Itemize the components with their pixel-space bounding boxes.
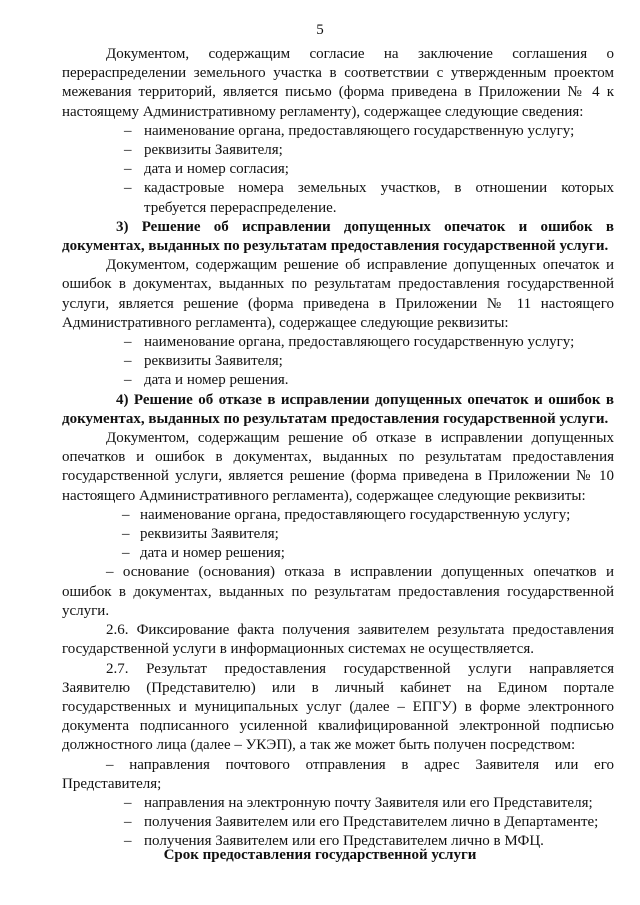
clause-2-7-first-item: – направления почтового отправления в адрес Заявителя или его Представителя;	[62, 756, 614, 792]
section-3-heading: 3) Решение об исправлении допущенных опечаток и ошибок в документах, выданных по результатам предоставления государственной услуги.	[62, 218, 614, 255]
list-item: – дата и номер согласия;	[62, 160, 614, 179]
agreement-list	[62, 122, 614, 218]
list-item: – направления на электронную почту Заявителя или его Представителя;	[62, 794, 614, 813]
agreement-intro: Документом, содержащим согласие на заключение соглашения о перераспределении земельного участка в соответствии с утвержденным проектом межевания территорий, является письмо (форма приведена в Приложении № 4 к настоящему Административному регламенту), содержащее следующие сведения:	[62, 46, 614, 120]
list-item: – наименование органа, предоставляющего государственную услугу;	[62, 122, 614, 141]
section-4-last-item: – основание (основания) отказа в исправлении допущенных опечатков и ошибок в документах, выданных по результатам предоставления государственной услуги.	[62, 564, 614, 619]
list-item: – получения Заявителем или его Представителем лично в МФЦ.	[62, 832, 614, 851]
section-4-heading: 4) Решение об отказе в исправлении допущенных опечаток и ошибок в документах, выданных по результатам предоставления государственной услуги.	[62, 391, 614, 427]
document-body	[62, 45, 614, 852]
section-title: Срок предоставления государственной услуги	[163, 847, 477, 863]
list-item: – кадастровые номера земельных участков, в отношении которых требуется перераспределение.	[62, 179, 614, 217]
section-4-list	[62, 506, 614, 564]
list-item: – реквизиты Заявителя;	[62, 352, 614, 371]
section-3-list	[62, 333, 614, 391]
list-item: – реквизиты Заявителя;	[62, 525, 614, 544]
clause-2-7-list	[62, 794, 614, 852]
list-item: – реквизиты Заявителя;	[62, 141, 614, 160]
clause-2-6: 2.6. Фиксирование факта получения заявителем результата предоставления государственной услуги в информационных системах не осуществляется.	[62, 622, 614, 658]
list-item: – наименование органа, предоставляющего государственную услугу;	[62, 506, 614, 525]
list-item: – дата и номер решения;	[62, 544, 614, 563]
page-number: 5	[316, 22, 324, 38]
section-3-intro: Документом, содержащим решение об исправление допущенных опечаток и ошибок в документах, выданных по результатам предоставления государственной услуги, является решение (форма приведена в Приложении № 11 настоящего Административного регламента), содержащее следующие реквизиты:	[62, 257, 614, 331]
section-4-intro: Документом, содержащим решение об отказе в исправлении допущенных опечатков и ошибок в документах, выданных по результатам предоставления государственной услуги, является решение (форма приведена в Приложении № 10 настоящего Административного регламента), содержащее следующие реквизиты:	[62, 430, 614, 504]
list-item: – получения Заявителем или его Представителем лично в Департаменте;	[62, 813, 614, 832]
list-item: – дата и номер решения.	[62, 371, 614, 390]
list-item: – наименование органа, предоставляющего государственную услугу;	[62, 333, 614, 352]
clause-2-7: 2.7. Результат предоставления государственной услуги направляется Заявителю (Представителю) или в личный кабинет на Едином портале государственных и муниципальных услуг (далее – ЕПГУ) в форме электронного документа подписанного усиленной квалифицированной электронной подписью должностного лица (далее – УКЭП), а так же может быть получен посредством:	[62, 660, 614, 754]
